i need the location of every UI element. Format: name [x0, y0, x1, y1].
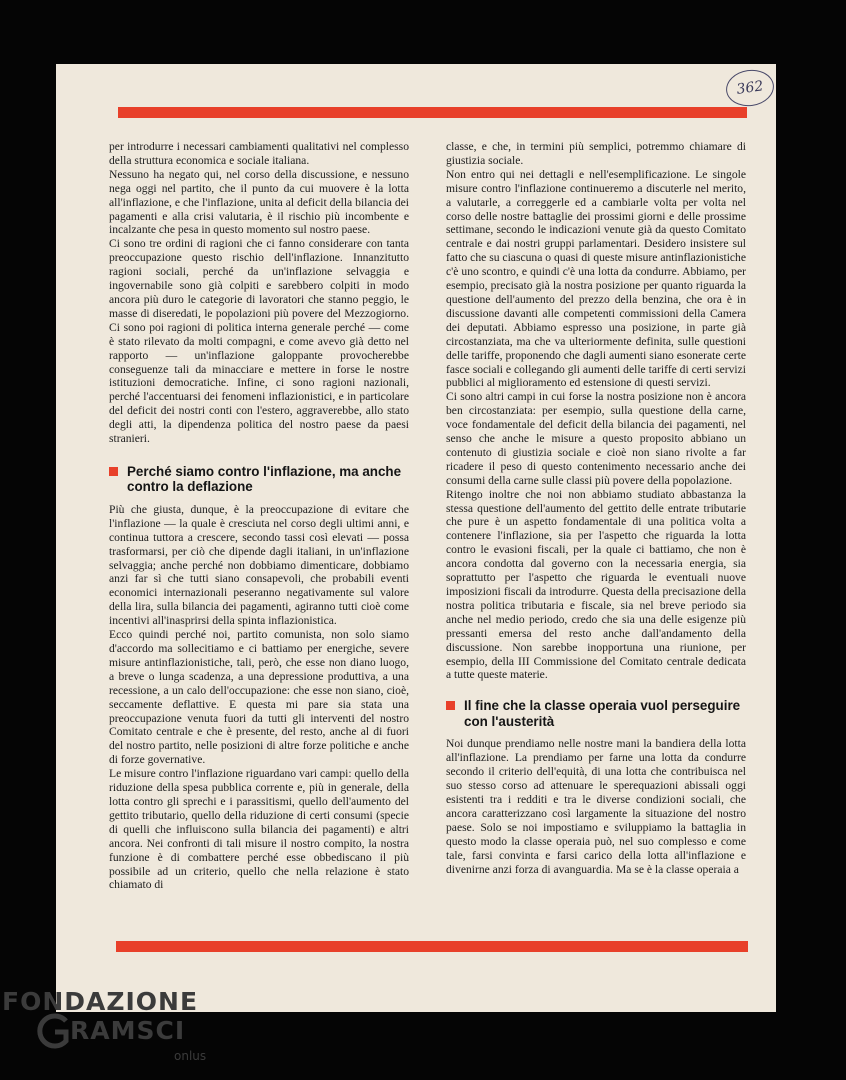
watermark-line-2: RAMSCI — [70, 1016, 186, 1045]
paragraph: Ci sono altri campi in cui forse la nostra posizione non è ancora ben circostanziata: per esempio, sulla questione della carne, voce fondamentale del deficit della bilancia dei pagamenti, nel senso che anche le misure a questo proposito abbiano un contenuto di giustizia sociale e cioè non siano rivolte a far ricadere il peso di questo contenimento necessario anche dei consumi della carne sulle classi più povere della popolazione. — [446, 390, 746, 487]
section-heading-text: Perché siamo contro l'inflazione, ma anche contro la deflazione — [127, 463, 402, 495]
paragraph: classe, e che, in termini più semplici, potremmo chiamare di giustizia sociale. — [446, 140, 746, 167]
paragraph: Non entro qui nei dettagli e nell'esemplificazione. Le singole misure contro l'inflazione continueremo a discuterle nel merito, a valutarle, a correggerle ed a cambiarle volta per volta nel corso delle nostre battaglie dei prossimi giorni e delle prossime settimane, secondo le indicazioni venute già da questo Comitato centrale e dai nostri gruppi parlamentari. Desidero insistere sul fatto che su ciascuna o quasi di queste misure antinflazionistiche c'è uno scontro, e quindi c'è una lotta da condurre. Abbiamo, per esempio, precisato già la nostra posizione per quanto riguarda la questione dell'aumento del prezzo della benzina, che ora è in discussione davanti alle competenti commissioni della Camera dei deputati. Abbiamo espresso una posizione, in parte già circostanziata, ma che va ulteriormente definita, sulle questioni delle tariffe, proponendo che dagli aumenti siano esonerate certe fasce sociali e collegando gli aumenti delle tariffe di certi servizi pubblici al miglioramento ed estensione di questi servizi. — [446, 167, 746, 390]
paragraph: Più che giusta, dunque, è la preoccupazione di evitare che l'inflazione — la quale è cresciuta nel corso degli ultimi anni, e continua tuttora a crescere, secondo tassi così elevati — possa trasformarsi, per ciò che dipende dagli italiani, in un'inflazione selvaggia; anche perché non dobbiamo dimenticare, dobbiamo anzi far sì che tutti siano consapevoli, che probabili eventi economici internazionali peseranno negativamente sul valore della lira, sulla bilancia dei pagamenti, agiranno tutti cioè come incentivi all'inasprirsi della spinta inflazionistica. — [109, 502, 409, 628]
watermark-line-1: FONDAZIONE — [2, 987, 199, 1016]
paragraph: per introdurre i necessari cambiamenti qualitativi nel complesso della struttura economica e sociale italiana. — [109, 140, 409, 167]
red-square-bullet-icon — [446, 701, 455, 710]
right-column — [446, 140, 746, 876]
red-square-bullet-icon — [109, 467, 118, 476]
paragraph: Nessuno ha negato qui, nel corso della discussione, e nessuno nega oggi nel partito, che il punto da cui muovere è la lotta all'inflazione, e che l'inflazione, unita al deficit della bilancia dei pagamenti e alla crisi valutaria, è il rischio più incombente e incalzante che pesa in questo momento sul nostro paese. — [109, 167, 409, 237]
top-red-bar — [118, 107, 747, 118]
gramsci-g-logo-icon — [36, 1011, 72, 1051]
paragraph: Le misure contro l'inflazione riguardano vari campi: quello della riduzione della spesa pubblica corrente e, più in generale, della lotta contro gli sprechi e i parassitismi, quello dell'aumento del gettito tributario, quello della riduzione di certi consumi (specie di quelli che influiscono sulla bilancia dei pagamenti) e altri ancora. Nei confronti di tali misure il nostro compito, la nostra funzione è di combattere perché esse obbediscano il più possibile ad un criterio, quello che nella relazione è stato chiamato di — [109, 767, 409, 892]
paragraph: Ci sono tre ordini di ragioni che ci fanno considerare con tanta preoccupazione questo rischio dell'inflazione. Innanzitutto ragioni sociali, perché da un'inflazione selvaggia e ingovernabile sono già colpiti e sarebbero colpiti in modo ancora più duro le categorie di lavoratori che stanno peggio, le masse di diseredati, le popolazioni più povere del Mezzogiorno. Ci sono poi ragioni di politica interna generale perché — come è stato rilevato da molti compagni, e come avevo già detto nel rapporto — un'inflazione galoppante provocherebbe conseguenze tali da minacciare e mettere in forse le nostre istituzioni democratiche. Infine, ci sono ragioni nazionali, perché l'accentuarsi dei fenomeni inflazionistici, e in particolare del deficit dei nostri conti con l'estero, aggraverebbe, allo stato degli atti, la dipendenza politica del nostro paese da paesi stranieri. — [109, 237, 409, 446]
section-heading-text: Il fine che la classe operaia vuol perseguire con l'austerità — [464, 698, 741, 729]
bottom-red-bar — [116, 941, 748, 952]
document-page — [56, 64, 776, 1012]
section-heading-austerita — [446, 698, 746, 729]
section-heading-inflazione — [109, 464, 409, 495]
paragraph: Noi dunque prendiamo nelle nostre mani la bandiera della lotta all'inflazione. La prendiamo per farne una lotta da condurre secondo il criterio dell'equità, di una lotta che contribuisca nel suo stesso corso ad attenuare le sperequazioni abissali oggi esistenti tra i redditi e tra le diverse condizioni sociali, che ancora caratterizzano così largamente la situazione del nostro paese. Solo se noi impostiamo e sviluppiamo la battaglia in questo modo la classe operaia può, nel suo complesso e come tale, farsi convinta e farsi carico della lotta all'inflazione e divenirne anzi forza di avanguardia. Ma se è la classe operaia a — [446, 737, 746, 876]
paragraph: Ritengo inoltre che noi non abbiamo studiato abbastanza la stessa questione dell'aumento del gettito delle entrate tributarie che pure è un aspetto fondamentale di una politica volta a contenere l'inflazione, sia per l'aspetto che riguarda la lotta contro le evasioni fiscali, per la quale ci battiamo, che non è ancora condotta dal governo con la necessaria energia, sia soprattutto per l'aspetto che riguarda le eventuali nuove imposizioni fiscali da introdurre. Questa della precisazione della nostra politica tributaria e fiscale, sia nel breve periodo sia anche nel medio periodo, credo che sia una delle esigenze più pressanti emersa del resto anche dall'andamento della discussione. Non sarebbe inopportuna una riunione, per esempio, della III Commissione del Comitato centrale dedicata a tutte queste materie. — [446, 487, 746, 682]
left-column — [109, 140, 409, 892]
watermark-line-3: onlus — [174, 1049, 207, 1063]
archive-number-stamp: 362 — [724, 67, 776, 109]
paragraph: Ecco quindi perché noi, partito comunista, non solo siamo d'accordo ma sollecitiamo e ci battiamo per energiche, severe misure antinflazionistiche, tali, però, che esse non diano luogo, a breve o lunga scadenza, a una depressione produttiva, a una recessione, a un calo dell'occupazione: che esse non siano, cioè, seccamente deflattive. E questa mi pare sia stata una preoccupazione venuta fuori da tutti gli interventi del nostro Comitato centrale e che è presente, del resto, anche al di fuori del nostro partito, nelle posizioni di altre forze politiche e anche di forze governative. — [109, 628, 409, 767]
fondazione-gramsci-watermark — [0, 985, 220, 1080]
